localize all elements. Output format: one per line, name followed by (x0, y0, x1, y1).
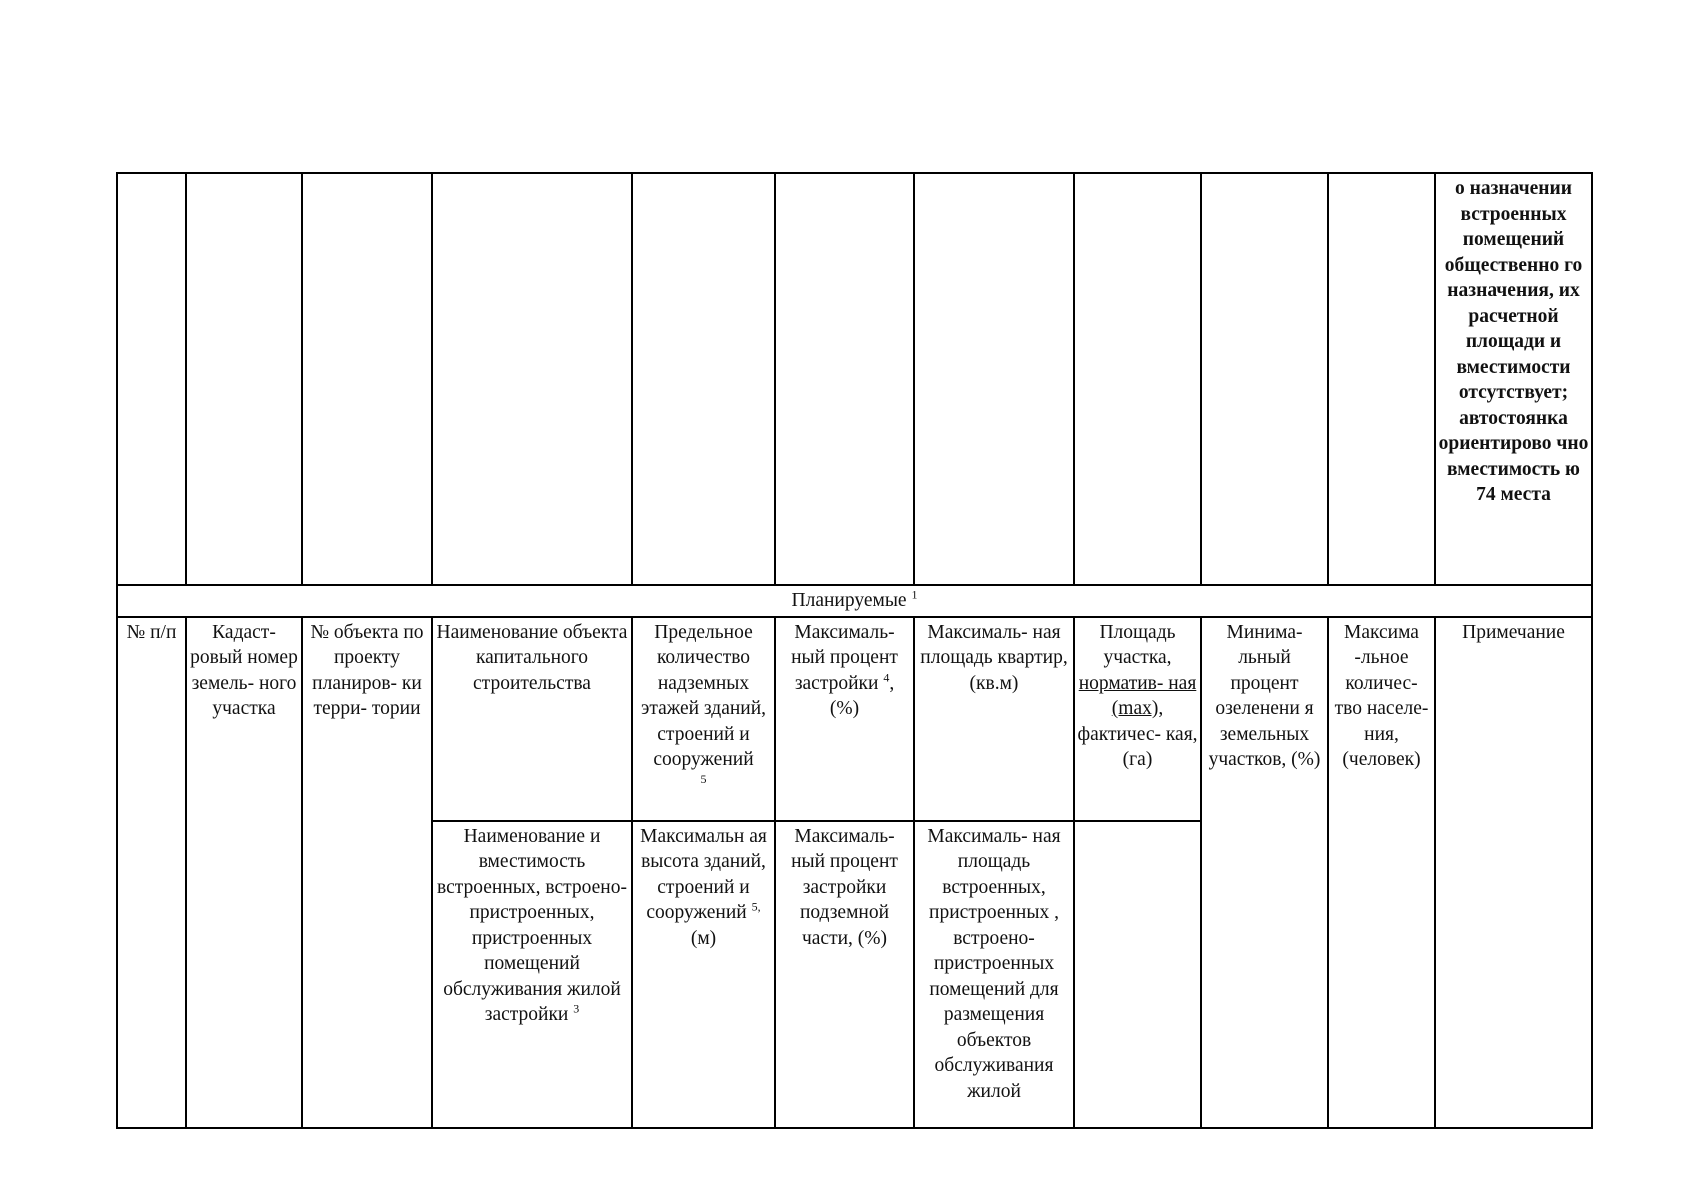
cell-empty (432, 173, 632, 585)
section-label: Планируемые (791, 590, 907, 611)
section-heading (117, 585, 1592, 617)
header-object-name: Наименование объекта капитального строительства (432, 617, 632, 821)
cell-empty (632, 173, 775, 585)
cell-empty (914, 173, 1074, 585)
header-max-floors-text: Предельное количество надземных этажей зданий, строений и сооружений (640, 621, 767, 770)
header-object-number: № объекта по проекту планиров- ки терри- тории (302, 617, 432, 1128)
header-min-greening: Минима- льный процент озеленени я земельных участков, (%) (1201, 617, 1328, 1128)
cell-empty (1201, 173, 1328, 585)
cell-empty (1074, 173, 1201, 585)
header-max-height-text: Максимальн ая высота зданий, строений и сооружений (640, 825, 767, 923)
header-builtin-premises (432, 821, 632, 1128)
continuation-row (117, 173, 1592, 585)
header-max-population: Максима -льное количес- тво населе- ния, (человек) (1328, 617, 1435, 1128)
cell-empty (1074, 821, 1201, 1128)
section-row (117, 585, 1592, 617)
header-builtin-premises-text: Наименование и вместимость встроенных, встроено- пристроенных, пристроенных помещений обслуживания жилой застройки (437, 825, 627, 1025)
header-builtin-premises-footnote: 3 (573, 1001, 580, 1016)
section-footnote: 1 (911, 587, 918, 602)
header-plot-area-b: норматив- ная (max), (1078, 672, 1197, 719)
header-max-height-footnote: 5, (751, 899, 761, 914)
header-max-coverage-footnote: 4 (883, 670, 890, 684)
planning-table (116, 172, 1593, 1129)
header-max-apartment-area: Максималь- ная площадь квартир, (кв.м) (914, 617, 1074, 821)
header-max-floors (632, 617, 775, 821)
header-max-coverage (775, 617, 914, 821)
header-max-height (632, 821, 775, 1128)
header-max-height-tail: (м) (690, 927, 717, 949)
cell-empty (186, 173, 302, 585)
header-max-coverage-tail: , (%) (829, 672, 895, 719)
header-builtin-area: Максималь- ная площадь встроенных, пристроенных , встроено- пристроенных помещений для размещения объектов обслуживания жилой (914, 821, 1074, 1128)
note-cell: о назначении встроенных помещений общественно го назначения, их расчетной площади и вместимости отсутствует; автостоянка ориентирово чно вместимость ю 74 места (1435, 173, 1592, 585)
header-note: Примечание (1435, 617, 1592, 1128)
header-plot-area-c: фактичес- кая, (га) (1077, 723, 1198, 770)
cell-empty (302, 173, 432, 585)
header-plot-area-a: Площадь участка, (1099, 621, 1176, 668)
header-row-1 (117, 617, 1592, 821)
header-number: № п/п (117, 617, 186, 1128)
header-max-floors-footnote: 5 (700, 771, 707, 786)
cell-empty (117, 173, 186, 585)
cell-empty (1328, 173, 1435, 585)
header-max-coverage-text: Максималь- ный процент застройки (791, 621, 898, 694)
header-cadastral-number: Кадаст- ровый номер земель- ного участка (186, 617, 302, 1128)
header-underground-coverage: Максималь- ный процент застройки подземной части, (%) (775, 821, 914, 1128)
header-plot-area (1074, 617, 1201, 821)
cell-empty (775, 173, 914, 585)
